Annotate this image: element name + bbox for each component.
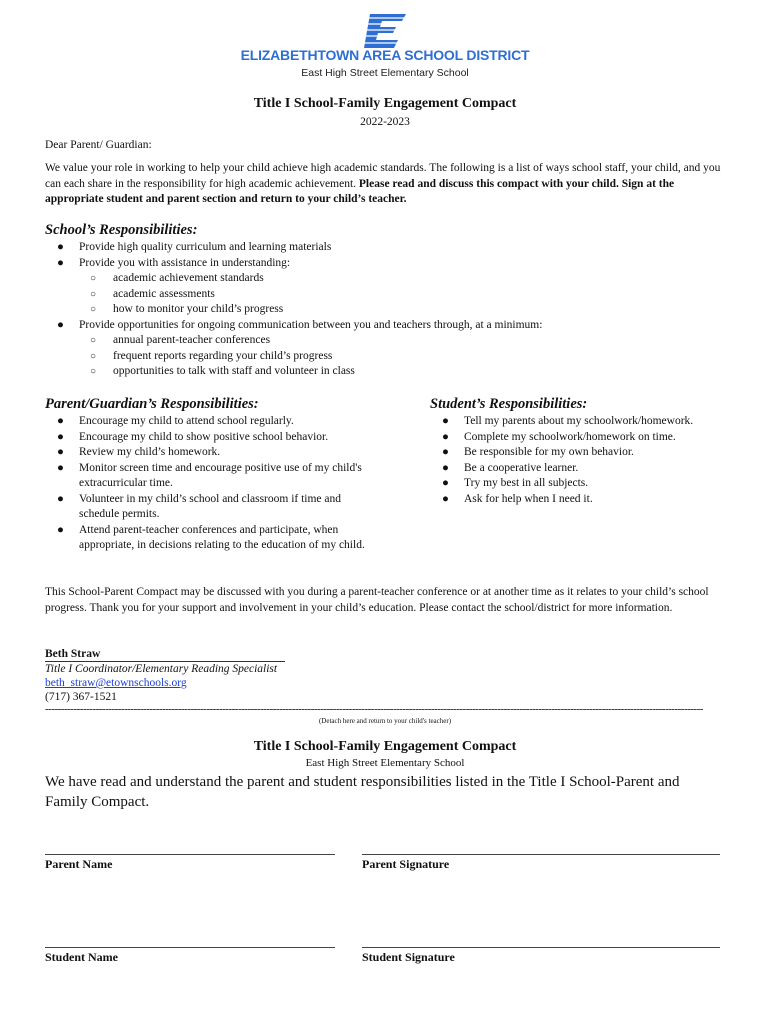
- list-item: ● Complete my schoolwork/homework on time.: [430, 430, 740, 446]
- bullet-icon: ●: [57, 492, 64, 505]
- district-name: ELIZABETHTOWN AREA SCHOOL DISTRICT: [240, 47, 530, 63]
- school-responsibilities-heading: School’s Responsibilities:: [45, 222, 198, 238]
- bullet-icon: ●: [57, 318, 64, 331]
- sublist-item: ○ academic achievement standards: [79, 271, 725, 287]
- circle-bullet-icon: ○: [90, 304, 97, 315]
- list-item: ● Monitor screen time and encourage positive use of my child's extracurricular time.: [57, 461, 362, 489]
- student-responsibilities-list: [430, 414, 740, 507]
- circle-bullet-icon: ○: [90, 366, 97, 377]
- circle-bullet-icon: ○: [90, 288, 97, 300]
- parent-responsibilities-list: [45, 414, 380, 554]
- list-item: ● Provide high quality curriculum and learning materials: [45, 240, 725, 256]
- bullet-icon: ●: [442, 415, 449, 427]
- list-item: ● Attend parent-teacher conferences and participate, when appropriate, in decisions relating to the education of my child.: [57, 523, 365, 551]
- sublist-item: ○ frequent reports regarding your child’s progress: [79, 349, 725, 365]
- list-item: ● Encourage my child to attend school regularly.: [45, 414, 380, 430]
- contact-phone: (717) 367-1521: [45, 691, 117, 703]
- list-item: ● Provide opportunities for ongoing communication between you and teachers through, at a minimum: ○ annual parent-teacher conferences ○ frequent reports regarding your child’s progress ○ opportunities to talk with staff and volunteer in class: [45, 318, 725, 380]
- bullet-icon: ●: [442, 477, 449, 489]
- sublist: [79, 271, 725, 318]
- list-item: ● Be responsible for my own behavior.: [430, 445, 740, 461]
- student-responsibilities-heading: Student’s Responsibilities:: [430, 396, 588, 412]
- bullet-icon: ●: [57, 446, 64, 458]
- parent-name-line[interactable]: [45, 854, 335, 855]
- bullet-icon: ●: [442, 430, 449, 443]
- student-name-line[interactable]: [45, 947, 335, 948]
- parent-signature-line[interactable]: [362, 854, 720, 855]
- bullet-icon: ●: [57, 523, 64, 536]
- closing-paragraph: This School-Parent Compact may be discussed with you during a parent-teacher conference or at another time as it relates to your child’s school progress. Thank you for your support and involvement in your child’s education. Please contact the school/district for more information.: [45, 586, 709, 614]
- bullet-icon: ●: [57, 461, 64, 474]
- school-name: East High Street Elementary School: [301, 67, 469, 79]
- student-name-label: Student Name: [45, 950, 119, 964]
- sublist-item: ○ annual parent-teacher conferences: [79, 333, 725, 349]
- bullet-icon: ●: [442, 461, 449, 474]
- form-title: Title I School-Family Engagement Compact: [253, 739, 517, 754]
- bullet-icon: ●: [442, 492, 449, 505]
- sublist-item: ○ how to monitor your child’s progress: [79, 302, 725, 318]
- parent-signature-label: Parent Signature: [362, 857, 450, 871]
- list-item: ● Ask for help when I need it.: [430, 492, 740, 508]
- intro-instruction: Please read and discuss this compact with your child. Sign at the appropriate student and parent section and return to your child’s teacher.: [45, 177, 675, 205]
- student-signature-label: Student Signature: [362, 950, 455, 964]
- list-item: ● Volunteer in my child’s school and classroom if time and schedule permits.: [57, 492, 342, 520]
- contact-name: Beth Straw: [45, 647, 285, 662]
- school-year: 2022-2023: [360, 116, 410, 128]
- school-responsibilities-list: [45, 240, 725, 380]
- bullet-icon: ●: [57, 430, 64, 443]
- list-item: ● Review my child’s homework.: [45, 445, 380, 461]
- sublist-item: ○ academic assessments: [79, 287, 725, 303]
- list-item: ● Tell my parents about my schoolwork/homework.: [430, 414, 740, 430]
- list-item: ● Encourage my child to show positive school behavior.: [45, 430, 380, 446]
- parent-responsibilities-heading: Parent/Guardian’s Responsibilities:: [45, 396, 259, 412]
- bullet-icon: ●: [57, 415, 64, 427]
- bullet-icon: ●: [57, 256, 64, 269]
- contact-title: Title I Coordinator/Elementary Reading Specialist: [45, 663, 278, 675]
- circle-bullet-icon: ○: [90, 350, 97, 362]
- detach-note: (Detach here and return to your child's teacher): [318, 717, 452, 725]
- parent-name-label: Parent Name: [45, 857, 113, 871]
- intro-text: We value your role in working to help your child achieve high academic standards. The following is a list of ways school staff, your child, and you can each share in the responsibility for high academic achievement.: [45, 162, 721, 190]
- district-logo: [362, 12, 408, 50]
- list-item: ● Be a cooperative learner.: [430, 461, 740, 477]
- bullet-icon: ●: [57, 241, 64, 253]
- circle-bullet-icon: ○: [90, 335, 97, 346]
- intro-paragraph: [45, 161, 725, 208]
- detach-line: ----------------------------------------------------------------------------------------------------------------------------------------------------------------------------------------------------------------: [45, 703, 703, 715]
- list-item: ● Try my best in all subjects.: [430, 476, 740, 492]
- list-item: ● Provide you with assistance in understanding: ○ academic achievement standards ○ academic assessments ○ how to monitor your child’s progress: [45, 256, 725, 318]
- compact-title: Title I School-Family Engagement Compact: [253, 96, 517, 111]
- sublist: [79, 333, 725, 380]
- form-school: East High Street Elementary School: [305, 757, 465, 769]
- bullet-icon: ●: [442, 446, 449, 458]
- greeting: Dear Parent/ Guardian:: [45, 139, 152, 151]
- acknowledgement-statement: We have read and understand the parent and student responsibilities listed in the Title I School-Parent and Family Compact.: [45, 774, 680, 810]
- contact-email-link[interactable]: beth_straw@etownschools.org: [45, 677, 187, 689]
- circle-bullet-icon: ○: [90, 273, 97, 284]
- sublist-item: ○ opportunities to talk with staff and volunteer in class: [79, 364, 725, 380]
- student-signature-line[interactable]: [362, 947, 720, 948]
